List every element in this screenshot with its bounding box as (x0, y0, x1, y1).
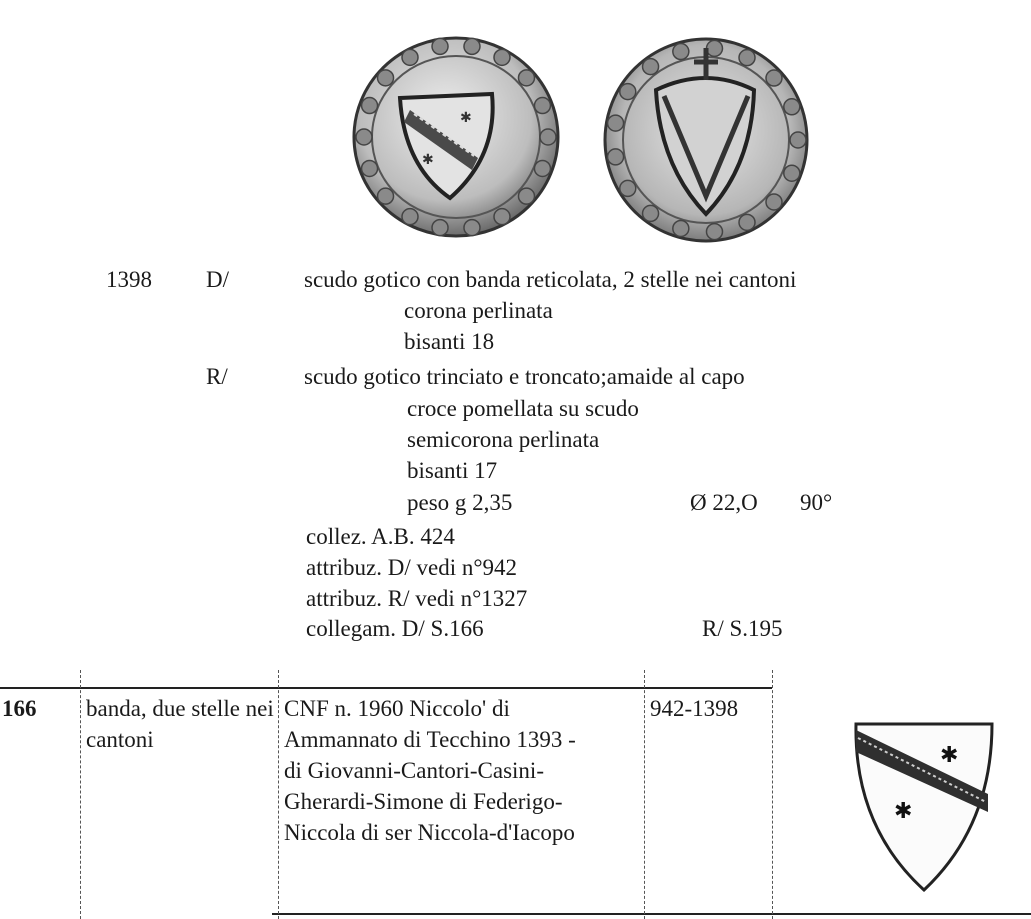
coin-bead (784, 99, 800, 115)
axis-value: 90° (800, 490, 833, 515)
coin-bead (402, 49, 418, 65)
coin-bead (464, 220, 480, 236)
svg-text:✱: ✱ (422, 153, 434, 168)
column-divider-4 (772, 670, 773, 919)
coin-bead (784, 165, 800, 181)
coin-bead (608, 149, 624, 165)
coin-obverse-image (352, 36, 560, 238)
note-attribution-reverse: attribuz. R/ vedi n°1327 (306, 586, 528, 611)
coin-bead (673, 220, 689, 236)
coin-bead (706, 40, 722, 56)
coin-bead (518, 70, 534, 86)
coin-bead (766, 70, 782, 86)
obverse-line-1: scudo gotico con banda reticolata, 2 stelle nei cantoni (304, 267, 797, 292)
coin-bead (534, 98, 550, 114)
coin-bead (540, 129, 556, 145)
coin-bead (620, 84, 636, 100)
note-collection: collez. A.B. 424 (306, 524, 455, 549)
coin-bead (790, 132, 806, 148)
obverse-line-3: bisanti 18 (404, 329, 495, 354)
svg-text:✱: ✱ (894, 799, 913, 824)
reverse-line-2: croce pomellata su scudo (407, 396, 639, 421)
svg-text:✱: ✱ (460, 111, 472, 126)
coin-bead (608, 115, 624, 131)
coin-bead (494, 209, 510, 225)
coin-bead (432, 38, 448, 54)
coin-bead (706, 224, 722, 240)
coin-bead (432, 220, 448, 236)
coin-bead (402, 209, 418, 225)
column-divider-1 (80, 670, 81, 919)
obverse-label: D/ (206, 267, 229, 292)
reference-line: CNF n. 1960 Niccolo' di (284, 696, 510, 721)
coin-bead (378, 188, 394, 204)
obverse-line-2: corona perlinata (404, 298, 553, 323)
coin-bead (378, 70, 394, 86)
note-die-link-obverse: collegam. D/ S.166 (306, 616, 484, 641)
coin-bead (464, 38, 480, 54)
entry-number: 1398 (106, 267, 152, 292)
coin-bead (356, 129, 372, 145)
coin-bead (534, 160, 550, 176)
coin-bead (739, 50, 755, 66)
note-attribution-obverse: attribuz. D/ vedi n°942 (306, 555, 518, 580)
coin-reverse-image (602, 36, 810, 244)
coin-bead (620, 180, 636, 196)
svg-text:✱: ✱ (940, 743, 959, 768)
table-cell-coins: 942-1398 (650, 696, 739, 721)
reverse-label: R/ (206, 364, 228, 389)
table-cell-description: banda, due stelle nei cantoni (86, 696, 274, 752)
coin-bead (518, 188, 534, 204)
table-cell-id: 166 (2, 696, 37, 721)
note-die-link-reverse: R/ S.195 (702, 616, 783, 641)
coin-bead (362, 160, 378, 176)
coin-bead (673, 44, 689, 60)
reference-line: Ammannato di Tecchino 1393 - (284, 727, 576, 752)
reference-line: di Giovanni-Cantori-Casini- (284, 758, 544, 783)
coin-bead (766, 194, 782, 210)
reverse-line-5: peso g 2,35 (407, 490, 513, 515)
coin-bead (643, 59, 659, 75)
reverse-line-3: semicorona perlinata (407, 427, 600, 452)
shield-image (848, 716, 998, 896)
reverse-line-4: bisanti 17 (407, 458, 498, 483)
column-divider-2 (278, 670, 279, 919)
coin-bead (494, 49, 510, 65)
reference-line: Niccola di ser Niccola-d'Iacopo (284, 820, 575, 845)
coin-bead (643, 205, 659, 221)
table-bottom-border (272, 913, 1031, 915)
table-cell-reference (284, 693, 644, 848)
coin-bead (739, 214, 755, 230)
table-top-border (0, 687, 772, 689)
diameter-value: Ø 22,O (690, 490, 758, 515)
coin-bead (362, 98, 378, 114)
column-divider-3 (644, 670, 645, 919)
reverse-line-1: scudo gotico trinciato e troncato;amaide al capo (304, 364, 745, 389)
reference-line: Gherardi-Simone di Federigo- (284, 789, 563, 814)
